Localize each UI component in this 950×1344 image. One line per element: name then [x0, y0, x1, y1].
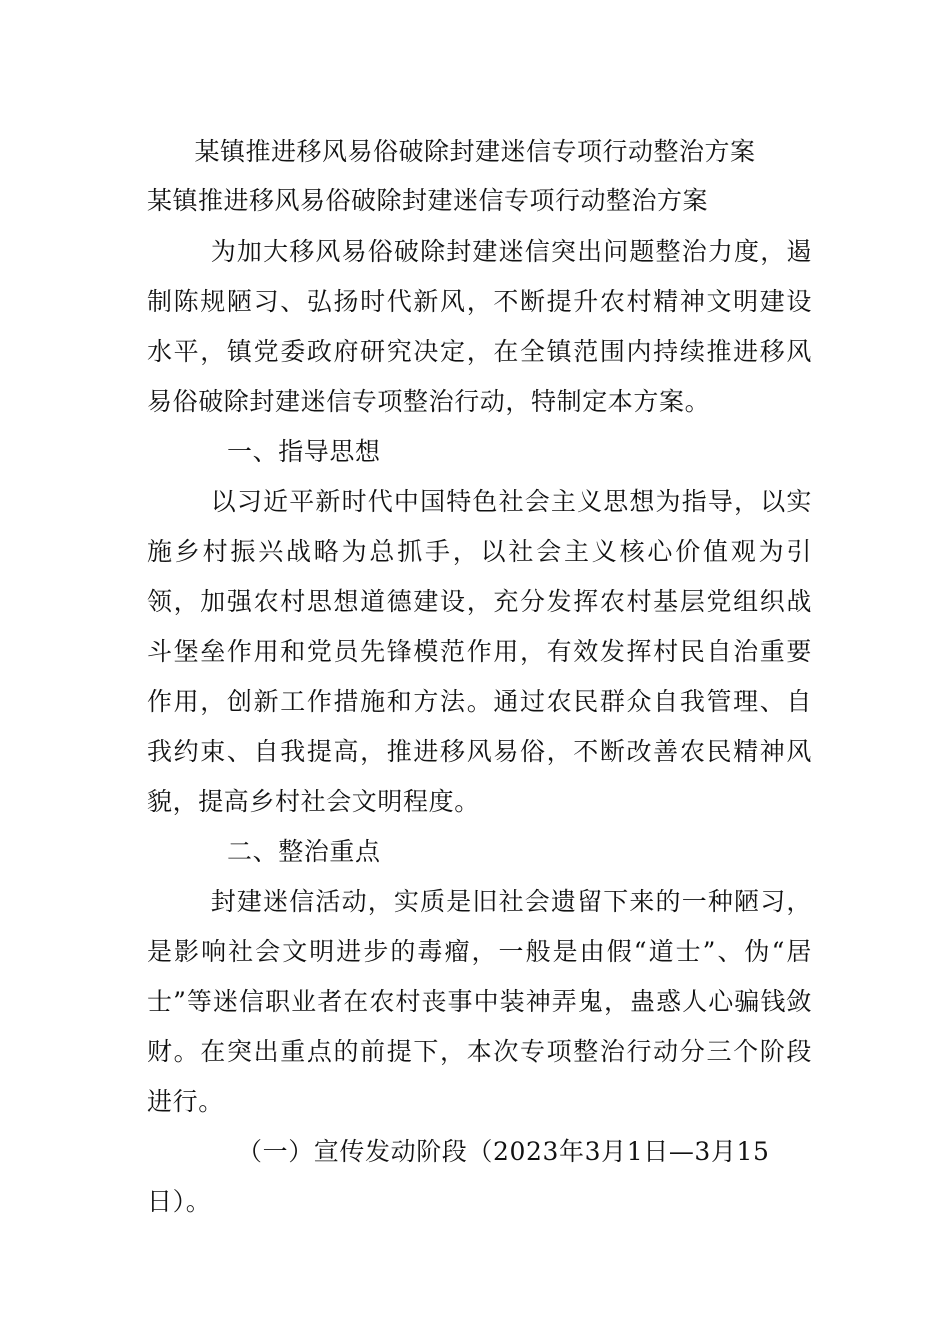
- intro-paragraph: 为加大移风易俗破除封建迷信突出问题整治力度，遏制陈规陋习、弘扬时代新风，不断提升农村精神文明建设水平，镇党委政府研究决定，在全镇范围内持续推进移风易俗破除封建迷信专项整治行动，特制定本方案。: [147, 237, 812, 416]
- document-subtitle: 某镇推进移风易俗破除封建迷信专项行动整治方案: [147, 186, 709, 215]
- guiding-ideology-paragraph: 以习近平新时代中国特色社会主义思想为指导，以实施乡村振兴战略为总抓手，以社会主义核心价值观为引领，加强农村思想道德建设，充分发挥农村基层党组织战斗堡垒作用和党员先锋模范作用，有效发挥村民自治重要作用，创新工作措施和方法。通过农民群众自我管理、自我约束、自我提高，推进移风易俗，不断改善农民精神风貌，提高乡村社会文明程度。: [147, 487, 812, 816]
- stage-one-paragraph: （一）宣传发动阶段（2023年3月1日—3月15日）。: [147, 1137, 770, 1216]
- key-targets-paragraph: 封建迷信活动，实质是旧社会遗留下来的一种陋习，是影响社会文明进步的毒瘤，一般是由假“道士”、伪“居士”等迷信职业者在农村丧事中装神弄鬼，蛊惑人心骗钱敛财。在突出重点的前提下，本次专项整治行动分三个阶段进行。: [147, 887, 812, 1116]
- section-heading-guiding-ideology: 一、指导思想: [227, 437, 381, 466]
- document-title: 某镇推进移风易俗破除封建迷信专项行动整治方案: [194, 137, 756, 166]
- section-heading-key-targets: 二、整治重点: [227, 837, 381, 866]
- document-body: [147, 227, 812, 1227]
